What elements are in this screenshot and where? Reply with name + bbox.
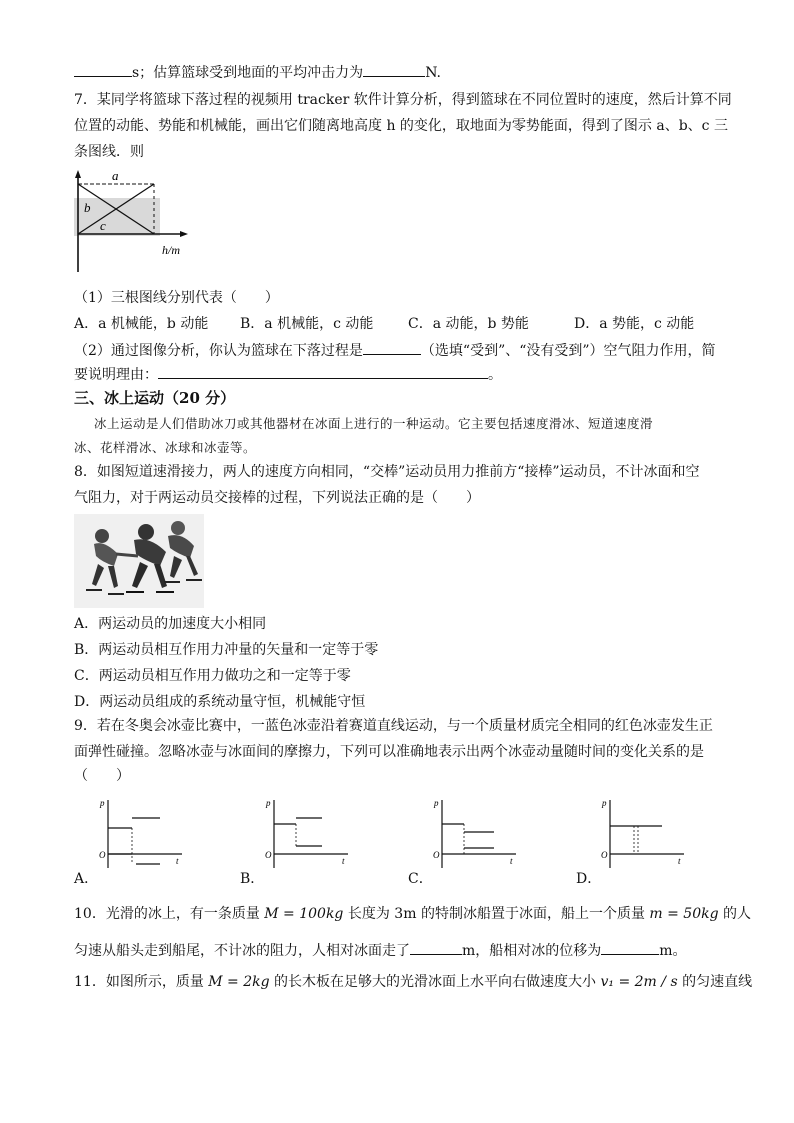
q8-option-b[interactable]: B．两运动员相互作用力冲量的矢量和一定等于零 [74, 642, 379, 658]
q7-options [74, 314, 694, 334]
answer-blank[interactable] [74, 62, 132, 77]
svg-text:O: O [99, 850, 106, 860]
label-b: b [84, 200, 91, 215]
q7-sub2-line2: 要说明理由： 。 [74, 364, 502, 385]
q9-graph-a [96, 796, 186, 872]
q7-option-a[interactable]: A．a 机械能，b 动能 [74, 316, 209, 332]
q9-graph-c [430, 796, 520, 872]
section-intro-2: 冰、花样滑冰、冰球和冰壶等。 [74, 440, 257, 455]
q9-text-3: （ ） [74, 768, 130, 784]
svg-text:t: t [176, 856, 179, 866]
q10-text-1: 10．光滑的冰上，有一条质量 M = 100kg 长度为 3m 的特制冰船置于冰面，船上一个质量 m = 50kg 的人 [74, 906, 752, 922]
skaters-photo [74, 514, 204, 608]
svg-text:t: t [678, 856, 681, 866]
q10-text-2: 匀速从船头走到船尾，不计冰的阻力，人相对冰面走了 m，船相对冰的位移为 m。 [74, 940, 687, 961]
svg-text:O: O [433, 850, 440, 860]
answer-blank[interactable] [410, 940, 462, 955]
figure-y-arrow [75, 170, 81, 178]
label-a: a [112, 168, 119, 183]
label-c: c [100, 218, 106, 233]
q9-graph-d [598, 796, 688, 872]
figure-x-arrow [180, 231, 188, 237]
q11-text-1: 11．如图所示，质量 M = 2kg 的长木板在足够大的光滑冰面上水平向右做速度大小 v₁ = 2m / s 的匀速直线 [74, 974, 753, 990]
axis-label-h: h/m [162, 243, 180, 257]
svg-text:t: t [342, 856, 345, 866]
section-title: 三、冰上运动（20 分） [74, 389, 236, 407]
q9-text-1: 9．若在冬奥会冰壶比赛中，一蓝色冰壶沿着赛道直线运动，与一个质量材质完全相同的红色冰壶发生正 [74, 718, 713, 734]
q7-text-2: 位置的动能、势能和机械能，画出它们随离地高度 h 的变化，取地面为零势能面，得到了图示 a、b、c 三 [74, 118, 728, 134]
q7-text-3: 条图线．则 [74, 144, 144, 160]
q8-option-a[interactable]: A．两运动员的加速度大小相同 [74, 616, 267, 632]
q7-option-b[interactable]: B．a 机械能，c 动能 [240, 316, 374, 332]
svg-text:p: p [602, 798, 607, 808]
q7-option-d[interactable]: D．a 势能，c 动能 [574, 316, 695, 332]
answer-blank[interactable] [363, 62, 425, 77]
q9-option-b[interactable]: B． [240, 871, 265, 887]
section-intro-1: 冰上运动是人们借助冰刀或其他器材在冰面上进行的一种运动。它主要包括速度滑冰、短道速度滑 [94, 416, 654, 431]
answer-blank[interactable] [601, 940, 659, 955]
q7-sub2-line1: （2）通过图像分析，你认为篮球在下落过程是 （选填“受到”、“没有受到”）空气阻力作用，简 [74, 340, 716, 361]
q7-energy-figure [72, 168, 192, 276]
svg-text:t: t [510, 856, 513, 866]
q8-text-1: 8．如图短道速滑接力，两人的速度方向相同，“交棒”运动员用力推前方“接棒”运动员，不计冰面和空 [74, 464, 700, 480]
q9-graph-b [262, 796, 352, 872]
q7-sub1: （1）三根图线分别代表（ ） [74, 290, 279, 306]
svg-text:p: p [100, 798, 105, 808]
svg-text:O: O [265, 850, 272, 860]
q9-text-2: 面弹性碰撞。忽略冰壶与冰面间的摩擦力，下列可以准确地表示出两个冰壶动量随时间的变化关系的是 [74, 744, 704, 760]
q6-tail-line: s；估算篮球受到地面的平均冲击力为 N. [74, 62, 441, 83]
q8-text-2: 气阻力，对于两运动员交接棒的过程，下列说法正确的是（ ） [74, 490, 480, 506]
q8-option-d[interactable]: D．两运动员组成的系统动量守恒，机械能守恒 [74, 694, 366, 710]
answer-blank[interactable] [158, 364, 488, 379]
answer-blank[interactable] [363, 340, 421, 355]
q9-option-d[interactable]: D． [576, 871, 602, 887]
q8-option-c[interactable]: C．两运动员相互作用力做功之和一定等于零 [74, 668, 351, 684]
q9-option-a[interactable]: A． [74, 871, 99, 887]
svg-text:p: p [434, 798, 439, 808]
svg-text:p: p [266, 798, 271, 808]
svg-text:O: O [601, 850, 608, 860]
q7-text-1: 7．某同学将篮球下落过程的视频用 tracker 软件计算分析，得到篮球在不同位置时的速度，然后计算不同 [74, 92, 732, 108]
q7-option-c[interactable]: C．a 动能，b 势能 [408, 316, 529, 332]
q9-option-c[interactable]: C． [408, 871, 433, 887]
